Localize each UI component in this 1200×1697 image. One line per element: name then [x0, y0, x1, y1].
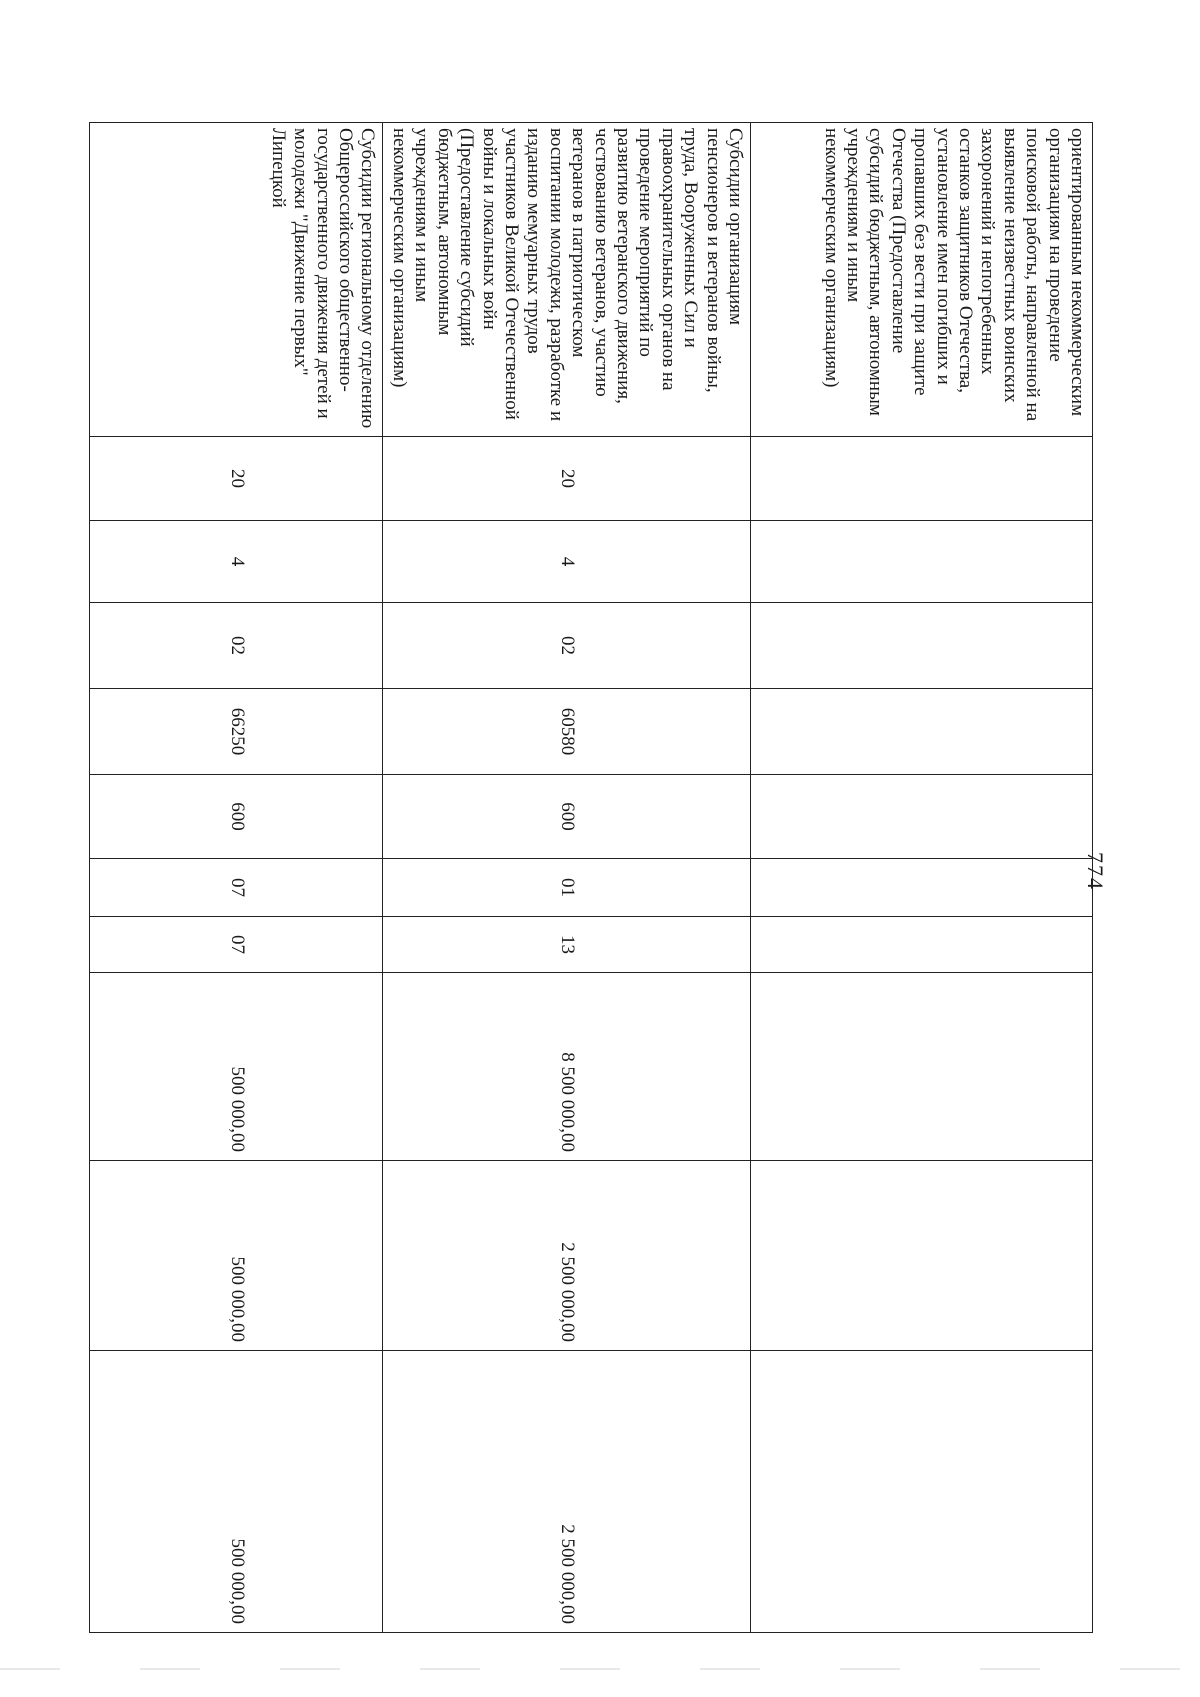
- document-table-container: [128, 122, 1093, 1632]
- code-cell: 02: [383, 603, 751, 689]
- table-row: [751, 123, 1093, 1633]
- code-cell: 20: [90, 437, 383, 521]
- table-row: [90, 123, 383, 1633]
- code-cell: 07: [90, 859, 383, 917]
- code-cell: 4: [90, 521, 383, 603]
- code-cell: 4: [383, 521, 751, 603]
- amount-cell: 2 500 000,00: [383, 1351, 751, 1633]
- page-number: 774: [1083, 852, 1108, 891]
- amount-cell: [751, 1161, 1093, 1351]
- code-cell: [751, 859, 1093, 917]
- budget-table: [90, 122, 1094, 1633]
- amount-cell: 2 500 000,00: [383, 1161, 751, 1351]
- amount-cell: 8 500 000,00: [383, 973, 751, 1161]
- code-cell: [751, 775, 1093, 859]
- row-description: Субсидии организациям пенсионеров и ветеранов войны, труда, Вооруженных Сил и правоохранительных органов на проведение мероприятий по развитию ветеранского движения, чествованию ветеранов, участию ветеранов в патриотическом воспитании молодежи, разработке и изданию мемуарных трудов участников Великой Отечественной войны и локальных войн (Предоставление субсидий бюджетным, автономным учреждениям и иным некоммерческим организациям): [383, 123, 751, 437]
- code-cell: 600: [383, 775, 751, 859]
- code-cell: 60580: [383, 689, 751, 775]
- code-cell: 02: [90, 603, 383, 689]
- amount-cell: [751, 973, 1093, 1161]
- code-cell: 01: [383, 859, 751, 917]
- code-cell: 13: [383, 917, 751, 973]
- scan-footer-line: [0, 1668, 1200, 1670]
- amount-cell: [751, 1351, 1093, 1633]
- amount-cell: 500 000,00: [90, 1161, 383, 1351]
- code-cell: [751, 603, 1093, 689]
- amount-cell: 500 000,00: [90, 1351, 383, 1633]
- row-description: ориентированным некоммерческим организациям на проведение поисковой работы, направленной на выявление неизвестных воинских захоронений и непогребенных останков защитников Отечества, установление имен погибших и пропавших без вести при защите Отечества (Предоставление субсидий бюджетным, автономным учреждениям и иным некоммерческим организациям): [751, 123, 1093, 437]
- code-cell: 66250: [90, 689, 383, 775]
- code-cell: [751, 689, 1093, 775]
- code-cell: 600: [90, 775, 383, 859]
- row-description: Субсидии региональному отделению Общероссийского общественно-государственного движения детей и молодежи "Движение первых" Липецкой: [90, 123, 383, 437]
- code-cell: 20: [383, 437, 751, 521]
- code-cell: 07: [90, 917, 383, 973]
- table-row: [383, 123, 751, 1633]
- amount-cell: 500 000,00: [90, 973, 383, 1161]
- code-cell: [751, 521, 1093, 603]
- code-cell: [751, 437, 1093, 521]
- code-cell: [751, 917, 1093, 973]
